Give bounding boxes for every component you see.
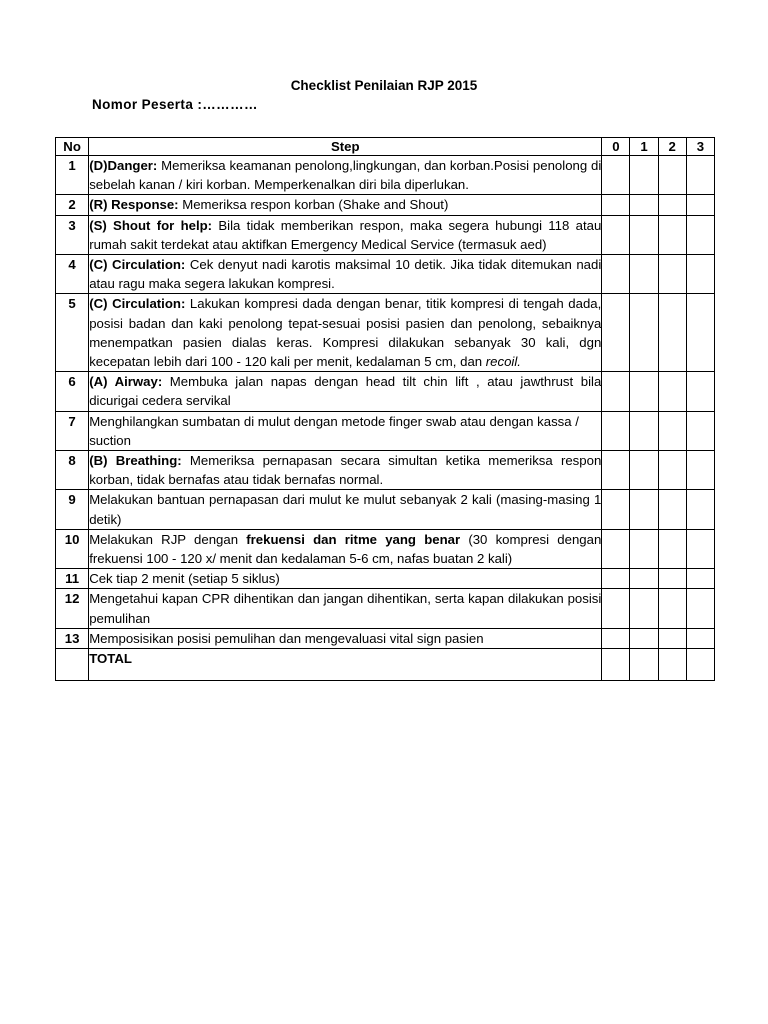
score-cell-2[interactable]	[658, 411, 686, 450]
score-cell-1[interactable]	[630, 372, 658, 411]
step-description	[89, 490, 602, 529]
step-description	[89, 156, 602, 195]
step-number: 7	[56, 411, 89, 450]
step-lead-label: (B) Breathing:	[89, 453, 182, 469]
step-text: Melakukan RJP dengan	[89, 531, 247, 547]
score-cell-3[interactable]	[686, 215, 714, 254]
score-cell-1[interactable]	[630, 529, 658, 568]
assessment-table	[55, 137, 715, 681]
score-cell-2[interactable]	[658, 451, 686, 490]
table-row	[56, 255, 715, 294]
step-lead-label: (A) Airway:	[89, 374, 163, 390]
step-text: Mengetahui kapan CPR dihentikan dan jangan dihentikan, serta kapan dilakukan posisi pemulihan	[89, 591, 602, 626]
score-cell-1[interactable]	[630, 294, 658, 372]
step-number: 9	[56, 490, 89, 529]
score-cell-1[interactable]	[630, 255, 658, 294]
score-cell-1[interactable]	[630, 411, 658, 450]
score-cell-2[interactable]	[658, 294, 686, 372]
score-cell-2[interactable]	[658, 569, 686, 589]
step-number: 5	[56, 294, 89, 372]
step-description	[89, 294, 602, 372]
step-number: 11	[56, 569, 89, 589]
score-cell-3[interactable]	[686, 490, 714, 529]
score-cell-1[interactable]	[630, 451, 658, 490]
score-cell-0[interactable]	[602, 195, 630, 215]
step-text: Lakukan kompresi dada dengan benar, titik kompresi di tengah dada, posisi badan dan kaki penolong tepat-sesuai posisi pasien dan penolong, sebaiknya menempatkan pasien dialas keras. Kompresi dilakukan sebanyak 30 kali, dgn kecepatan lebih dari 100 - 120 kali per menit, kedalaman 5 cm, dan	[89, 296, 602, 370]
score-cell-0[interactable]	[602, 294, 630, 372]
score-cell-2[interactable]	[658, 529, 686, 568]
total-label: TOTAL	[89, 649, 602, 681]
score-cell-1[interactable]	[630, 589, 658, 628]
total-score-0[interactable]	[602, 649, 630, 681]
header-score-2: 2	[658, 138, 686, 156]
step-description	[89, 195, 602, 215]
step-text: Cek tiap 2 menit (setiap 5 siklus)	[89, 571, 280, 587]
table-row	[56, 372, 715, 411]
step-description	[89, 569, 602, 589]
score-cell-3[interactable]	[686, 294, 714, 372]
step-lead-label: (R) Response:	[89, 197, 179, 213]
step-description	[89, 255, 602, 294]
score-cell-3[interactable]	[686, 255, 714, 294]
step-lead-label: (C) Circulation:	[89, 296, 186, 312]
step-text: Cek denyut nadi karotis maksimal 10 detik. Jika tidak ditemukan nadi atau ragu maka segera lakukan kompresi.	[89, 257, 602, 292]
step-text: Memposisikan posisi pemulihan dan mengevaluasi vital sign pasien	[89, 630, 484, 646]
score-cell-3[interactable]	[686, 156, 714, 195]
score-cell-2[interactable]	[658, 195, 686, 215]
header-step: Step	[89, 138, 602, 156]
score-cell-3[interactable]	[686, 451, 714, 490]
score-cell-3[interactable]	[686, 628, 714, 648]
step-description	[89, 628, 602, 648]
score-cell-0[interactable]	[602, 589, 630, 628]
step-text: Memeriksa keamanan penolong,lingkungan, dan korban.Posisi penolong di sebelah kanan / kiri korban. Memperkenalkan diri bila diperlukan.	[89, 158, 602, 193]
score-cell-3[interactable]	[686, 529, 714, 568]
step-description	[89, 411, 602, 450]
table-row	[56, 589, 715, 628]
table-header-row	[56, 138, 715, 156]
step-text: Bila tidak memberikan respon, maka segera hubungi 118 atau rumah sakit terdekat atau aktifkan Emergency Medical Service (termasuk aed)	[89, 217, 602, 252]
step-text-continued: (30 kompresi dengan frekuensi 100 - 120 x/ menit dan kedalaman 5-6 cm, nafas buatan 2 kali)	[89, 531, 602, 567]
score-cell-3[interactable]	[686, 411, 714, 450]
score-cell-2[interactable]	[658, 215, 686, 254]
score-cell-2[interactable]	[658, 628, 686, 648]
step-text: Memeriksa respon korban (Shake and Shout)	[178, 197, 449, 213]
step-emphasis: frekuensi dan ritme yang benar	[246, 531, 461, 547]
score-cell-0[interactable]	[602, 255, 630, 294]
table-row	[56, 628, 715, 648]
total-score-2[interactable]	[658, 649, 686, 681]
step-number: 1	[56, 156, 89, 195]
step-text: Memeriksa pernapasan secara simultan ketika memeriksa respon korban, tidak bernafas atau tidak bernafas normal.	[89, 453, 602, 488]
step-text: Membuka jalan napas dengan head tilt chin lift , atau jawthrust bila dicurigai cedera servikal	[89, 374, 602, 409]
total-score-3[interactable]	[686, 649, 714, 681]
participant-number-label: Nomor Peserta :…………	[92, 97, 258, 112]
table-row	[56, 195, 715, 215]
step-description	[89, 215, 602, 254]
score-cell-0[interactable]	[602, 490, 630, 529]
table-row	[56, 411, 715, 450]
step-number: 12	[56, 589, 89, 628]
table-row	[56, 294, 715, 372]
score-cell-0[interactable]	[602, 411, 630, 450]
step-text: Melakukan bantuan pernapasan dari mulut ke mulut sebanyak 2 kali (masing-masing 1 detik)	[89, 492, 602, 527]
step-lead-label: (C) Circulation:	[89, 257, 186, 273]
step-number: 6	[56, 372, 89, 411]
step-number: 13	[56, 628, 89, 648]
total-no-cell	[56, 649, 89, 681]
score-cell-3[interactable]	[686, 589, 714, 628]
header-no: No	[56, 138, 89, 156]
score-cell-2[interactable]	[658, 156, 686, 195]
score-cell-0[interactable]	[602, 529, 630, 568]
score-cell-3[interactable]	[686, 569, 714, 589]
score-cell-0[interactable]	[602, 628, 630, 648]
step-description	[89, 372, 602, 411]
header-score-3: 3	[686, 138, 714, 156]
table-row	[56, 529, 715, 568]
table-row	[56, 451, 715, 490]
total-score-1[interactable]	[630, 649, 658, 681]
table-row	[56, 490, 715, 529]
document-title: Checklist Penilaian RJP 2015	[290, 78, 478, 93]
score-cell-2[interactable]	[658, 490, 686, 529]
step-description	[89, 529, 602, 568]
score-cell-2[interactable]	[658, 589, 686, 628]
step-number: 4	[56, 255, 89, 294]
score-cell-2[interactable]	[658, 372, 686, 411]
score-cell-1[interactable]	[630, 628, 658, 648]
score-cell-1[interactable]	[630, 215, 658, 254]
score-cell-1[interactable]	[630, 490, 658, 529]
header-score-0: 0	[602, 138, 630, 156]
step-number: 10	[56, 529, 89, 568]
score-cell-3[interactable]	[686, 195, 714, 215]
step-text: Menghilangkan sumbatan di mulut dengan metode finger swab atau dengan kassa / suction	[89, 413, 579, 448]
score-cell-1[interactable]	[630, 156, 658, 195]
score-cell-2[interactable]	[658, 255, 686, 294]
score-cell-0[interactable]	[602, 569, 630, 589]
score-cell-0[interactable]	[602, 451, 630, 490]
step-number: 3	[56, 215, 89, 254]
header-score-1: 1	[630, 138, 658, 156]
step-lead-label: (S) Shout for help:	[89, 217, 213, 233]
total-row	[56, 649, 715, 681]
step-lead-label: (D)Danger:	[89, 158, 158, 173]
score-cell-1[interactable]	[630, 195, 658, 215]
score-cell-0[interactable]	[602, 215, 630, 254]
step-number: 8	[56, 451, 89, 490]
step-number: 2	[56, 195, 89, 215]
score-cell-0[interactable]	[602, 372, 630, 411]
step-italic-text: recoil.	[485, 354, 521, 370]
score-cell-0[interactable]	[602, 156, 630, 195]
table-row	[56, 569, 715, 589]
score-cell-3[interactable]	[686, 372, 714, 411]
step-description	[89, 451, 602, 490]
step-description	[89, 589, 602, 628]
table-row	[56, 156, 715, 195]
score-cell-1[interactable]	[630, 569, 658, 589]
table-row	[56, 215, 715, 254]
